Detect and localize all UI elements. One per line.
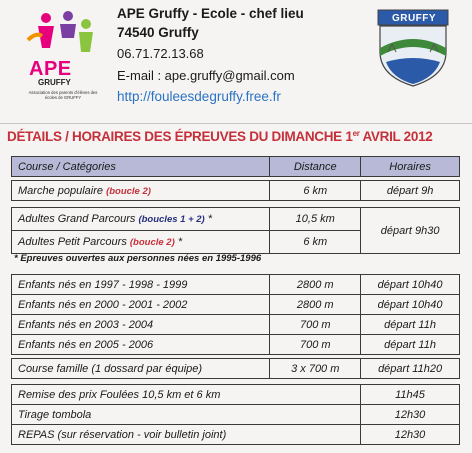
table-row: Tirage tombola 12h30 xyxy=(12,405,460,425)
divider xyxy=(0,123,472,124)
extras-table xyxy=(11,384,460,445)
col-course: Course / Catégories xyxy=(12,157,270,177)
table-row: REPAS (sur réservation - voir bulletin joint) 12h30 xyxy=(12,425,460,445)
table-row: Adultes Petit Parcours (boucle 2) * 6 km xyxy=(12,231,460,254)
table-row: Marche populaire (boucle 2) 6 km départ 9h xyxy=(12,181,460,201)
table-row: Remise des prix Foulées 10,5 km et 6 km 11h45 xyxy=(12,385,460,405)
enfants-table xyxy=(11,274,460,355)
table-row: Course famille (1 dossard par équipe) 3 x 700 m départ 11h20 xyxy=(12,359,460,379)
page-title: DÉTAILS / HORAIRES DES ÉPREUVES DU DIMANCHE 1er AVRIL 2012 xyxy=(7,129,433,144)
marche-table xyxy=(11,180,460,201)
logo-subtext: GRUFFY xyxy=(38,78,71,87)
org-city: 74540 Gruffy xyxy=(117,25,199,40)
logo-text: APE xyxy=(29,58,72,80)
schedule-header-table xyxy=(11,156,460,177)
col-distance: Distance xyxy=(270,157,361,177)
table-row: Adultes Grand Parcours (boucles 1 + 2) * 10,5 km départ 9h30 xyxy=(12,208,460,231)
table-row: Enfants nés en 2003 - 2004 700 m départ 11h xyxy=(12,315,460,335)
org-website-link[interactable]: http://fouleesdegruffy.free.fr xyxy=(117,89,281,104)
ape-logo xyxy=(24,8,102,114)
org-name: APE Gruffy - Ecole - chef lieu xyxy=(117,6,304,21)
adultes-table xyxy=(11,207,460,254)
col-horaires: Horaires xyxy=(361,157,460,177)
famille-table xyxy=(11,358,460,379)
logo-fine-print: Association des parents d'élèves des écoles de GRUFFY xyxy=(28,90,98,100)
crest-label: GRUFFY xyxy=(391,13,437,24)
org-phone: 06.71.72.13.68 xyxy=(117,46,204,61)
table-row: Enfants nés en 2000 - 2001 - 2002 2800 m départ 10h40 xyxy=(12,295,460,315)
age-note: * Epreuves ouvertes aux personnes nées en 1995-1996 xyxy=(14,253,262,264)
table-row: Enfants nés en 1997 - 1998 - 1999 2800 m départ 10h40 xyxy=(12,275,460,295)
table-row: Enfants nés en 2005 - 2006 700 m départ 11h xyxy=(12,335,460,355)
org-email[interactable]: E-mail : ape.gruffy@gmail.com xyxy=(117,68,295,83)
